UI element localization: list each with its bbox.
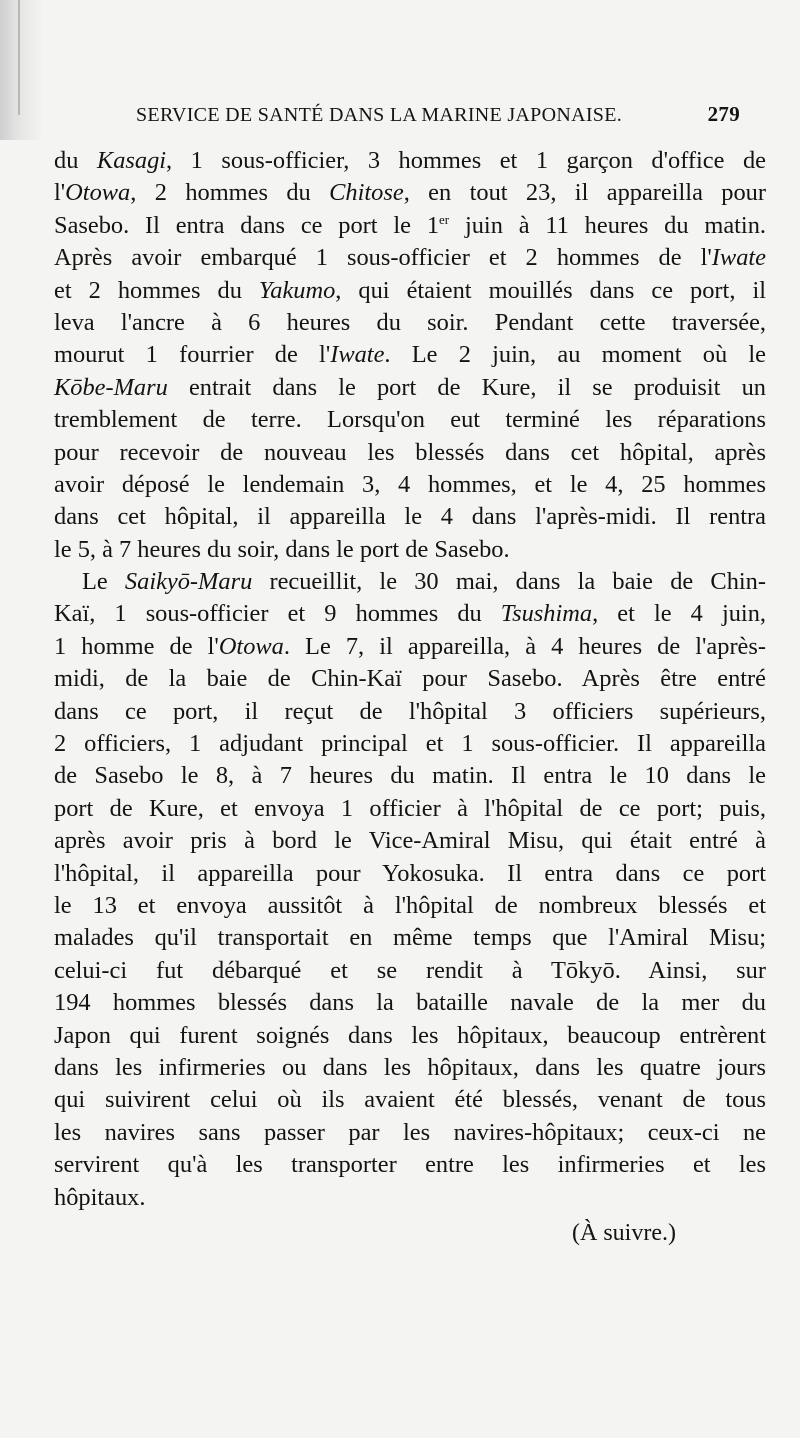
italic-ship-name: Otowa	[65, 179, 131, 207]
text-segment: , 2 hommes du	[130, 179, 330, 207]
text-line	[54, 242, 766, 274]
text-segment: 2 officiers, 1 adjudant principal et 1 sous-officier. Il appareilla	[54, 730, 766, 758]
text-segment: entrait dans le port de Kure, il se produisit un	[167, 373, 766, 401]
text-segment: dans ce port, il reçut de l'hôpital 3 officiers supérieurs,	[54, 697, 766, 725]
italic-ship-name: Kōbe-Maru	[54, 373, 168, 401]
text-segment: , et le 4 juin,	[592, 600, 766, 628]
text-segment: Japon qui furent soignés dans les hôpitaux, beaucoup entrèrent	[54, 1021, 766, 1049]
text-line	[54, 890, 766, 922]
text-line	[54, 793, 766, 825]
text-segment: mourut 1 fourrier de l'	[54, 341, 331, 369]
page-number: 279	[707, 102, 740, 126]
running-title: SERVICE DE SANTÉ DANS LA MARINE JAPONAISE.	[136, 104, 623, 126]
text-line	[54, 566, 766, 598]
text-segment: . Le 2 juin, au moment où le	[384, 341, 766, 369]
superscript: er	[439, 211, 450, 227]
text-line	[54, 922, 766, 954]
text-line	[54, 1084, 766, 1116]
text-segment: après avoir pris à bord le Vice-Amiral Misu, qui était entré à	[54, 827, 766, 855]
text-line	[54, 1117, 766, 1149]
text-segment: tremblement de terre. Lorsqu'on eut terminé les réparations	[54, 406, 766, 434]
text-line	[54, 1182, 766, 1214]
text-line	[54, 275, 766, 307]
text-line	[54, 1020, 766, 1052]
text-segment: Sasebo. Il entra dans ce port le 1	[54, 211, 440, 239]
text-line	[54, 372, 766, 404]
text-segment: et 2 hommes du	[54, 276, 259, 304]
text-segment: 1 homme de l'	[54, 632, 219, 660]
text-line	[54, 437, 766, 469]
text-line	[54, 631, 766, 663]
text-segment: 194 hommes blessés dans la bataille navale de la mer du	[54, 989, 766, 1017]
text-line	[54, 534, 766, 566]
text-line	[54, 598, 766, 630]
text-segment: le 13 et envoya aussitôt à l'hôpital de nombreux blessés et	[54, 891, 766, 919]
text-line	[54, 501, 766, 533]
text-segment: le 5, à 7 heures du soir, dans le port de Sasebo.	[54, 535, 510, 563]
text-segment: , 1 sous-officier, 3 hommes et 1 garçon d'office de	[166, 147, 766, 174]
text-line	[54, 307, 766, 339]
italic-ship-name: Iwate	[330, 341, 385, 369]
text-segment: , qui étaient mouillés dans ce port, il	[335, 276, 766, 304]
text-segment: dans cet hôpital, il appareilla le 4 dans l'après-midi. Il rentra	[54, 503, 766, 531]
text-segment: Le	[82, 568, 125, 596]
text-segment: servirent qu'à les transporter entre les infirmeries et les	[54, 1151, 766, 1179]
text-line	[54, 825, 766, 857]
page-header	[136, 98, 740, 134]
text-line	[54, 663, 766, 695]
text-line	[54, 1149, 766, 1181]
italic-ship-name: Kasagi	[96, 147, 167, 174]
body-text	[54, 145, 766, 1214]
italic-ship-name: Chitose	[329, 179, 404, 207]
italic-ship-name: Otowa	[218, 632, 284, 660]
text-line	[54, 728, 766, 760]
text-line	[54, 210, 766, 242]
text-segment: de Sasebo le 8, à 7 heures du matin. Il entra le 10 dans le	[54, 762, 766, 790]
text-segment: port de Kure, et envoya 1 officier à l'hôpital de ce port; puis,	[54, 794, 766, 822]
text-segment: les navires sans passer par les navires-hôpitaux; ceux-ci ne	[54, 1118, 766, 1146]
text-segment: pour recevoir de nouveau les blessés dans cet hôpital, après	[54, 438, 766, 466]
text-segment: Après avoir embarqué 1 sous-officier et 2 hommes de l'	[54, 244, 712, 272]
text-segment: recueillit, le 30 mai, dans la baie de Chin-	[252, 568, 766, 596]
text-segment: avoir déposé le lendemain 3, 4 hommes, et le 4, 25 hommes	[54, 470, 766, 498]
text-line	[54, 469, 766, 501]
text-segment: , en tout 23, il appareilla pour	[403, 179, 767, 207]
text-line	[54, 858, 766, 890]
text-line	[54, 404, 766, 436]
text-segment: leva l'ancre à 6 heures du soir. Pendant cette traversée,	[54, 308, 766, 336]
italic-ship-name: Iwate	[711, 244, 766, 272]
text-segment: . Le 7, il appareilla, à 4 heures de l'après-	[283, 632, 767, 660]
text-line	[54, 339, 766, 371]
text-segment: l'hôpital, il appareilla pour Yokosuka. Il entra dans ce port	[54, 859, 766, 887]
text-segment: du	[54, 147, 97, 174]
page-edge-shadow	[0, 0, 44, 140]
text-segment: Kaï, 1 sous-officier et 9 hommes du	[54, 600, 501, 628]
text-line	[54, 987, 766, 1019]
text-segment: midi, de la baie de Chin-Kaï pour Sasebo. Après être entré	[54, 665, 766, 693]
text-line	[54, 955, 766, 987]
text-line	[54, 696, 766, 728]
italic-ship-name: Tsushima	[500, 600, 593, 628]
text-segment: juin à 11 heures du matin.	[449, 211, 766, 239]
text-line	[54, 145, 766, 177]
text-segment: celui-ci fut débarqué et se rendit à Tōkyō. Ainsi, sur	[54, 956, 766, 984]
italic-ship-name: Saikyō-Maru	[124, 568, 253, 596]
text-line	[54, 760, 766, 792]
text-segment: malades qu'il transportait en même temps que l'Amiral Misu;	[54, 924, 766, 952]
to-be-continued-note: (À suivre.)	[572, 1220, 676, 1246]
text-segment: dans les infirmeries ou dans les hôpitaux, dans les quatre jours	[54, 1053, 766, 1081]
italic-ship-name: Yakumo	[258, 276, 336, 304]
text-line	[54, 1052, 766, 1084]
text-segment: hôpitaux.	[54, 1183, 146, 1211]
page-edge-line	[18, 0, 20, 115]
text-line	[54, 177, 766, 209]
text-segment: qui suivirent celui où ils avaient été blessés, venant de tous	[54, 1086, 766, 1114]
text-segment: l'	[54, 179, 66, 207]
